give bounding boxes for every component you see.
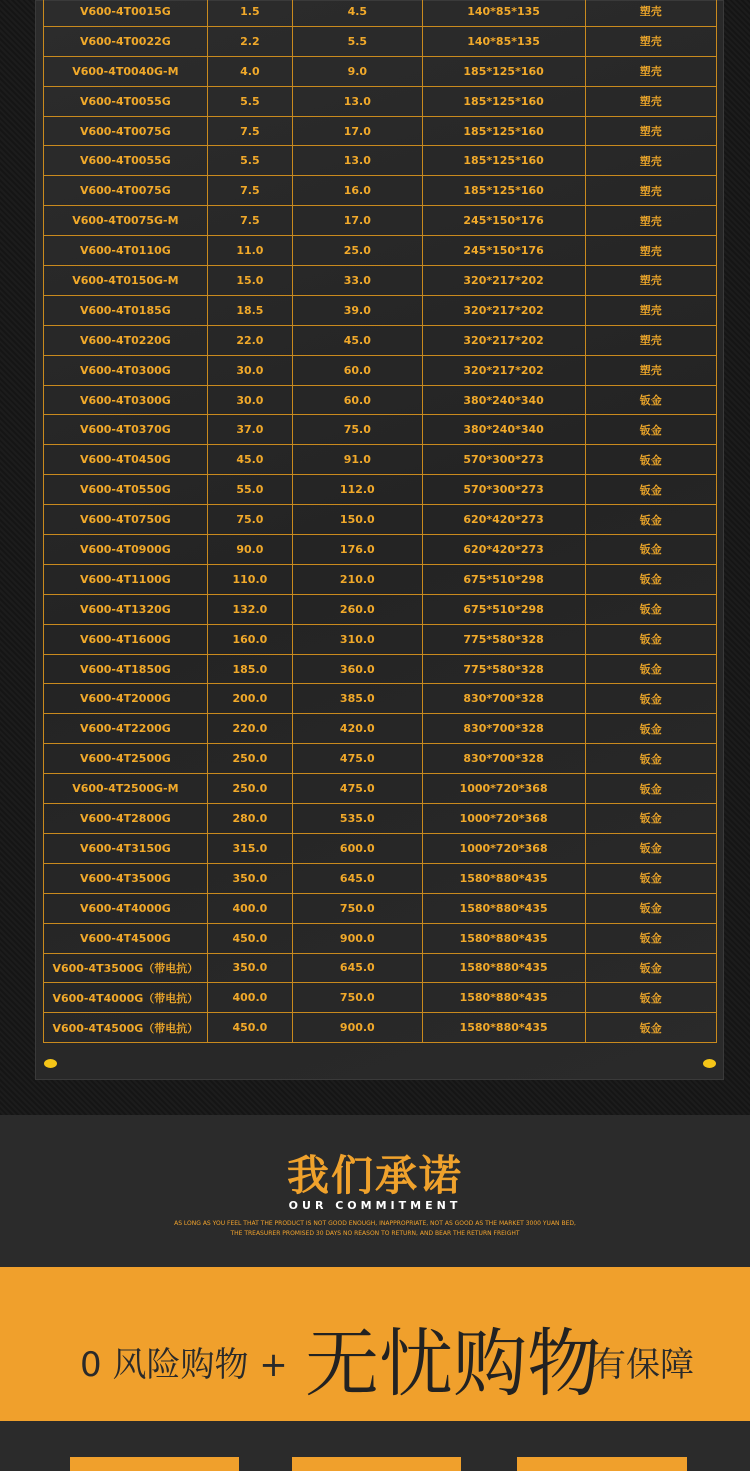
cell-model: V600-4T2200G (44, 714, 208, 744)
cell-size: 830*700*328 (422, 684, 585, 714)
cell-size: 185*125*160 (422, 56, 585, 86)
cell-size: 185*125*160 (422, 146, 585, 176)
table-row (44, 475, 717, 505)
cell-housing: 钣金 (585, 983, 716, 1013)
table-row (44, 594, 717, 624)
cell-power: 4.0 (207, 56, 292, 86)
cell-size: 620*420*273 (422, 505, 585, 535)
cell-size: 140*85*135 (422, 0, 585, 26)
cell-size: 1580*880*435 (422, 983, 585, 1013)
table-row (44, 654, 717, 684)
table-row (44, 176, 717, 206)
cell-size: 775*580*328 (422, 654, 585, 684)
banner-big-text: 无忧购物 (305, 1321, 601, 1407)
cell-housing: 塑壳 (585, 236, 716, 266)
cell-power: 400.0 (207, 983, 292, 1013)
cell-current: 60.0 (293, 355, 423, 385)
cell-housing: 塑壳 (585, 146, 716, 176)
cell-current: 176.0 (293, 535, 423, 565)
cell-size: 1580*880*435 (422, 923, 585, 953)
cell-housing: 塑壳 (585, 325, 716, 355)
cell-current: 45.0 (293, 325, 423, 355)
table-row (44, 26, 717, 56)
cell-power: 7.5 (207, 116, 292, 146)
cell-model: V600-4T2500G-M (44, 774, 208, 804)
cell-power: 90.0 (207, 535, 292, 565)
cell-size: 775*580*328 (422, 624, 585, 654)
table-row (44, 804, 717, 834)
table-row (44, 116, 717, 146)
cell-model: V600-4T0220G (44, 325, 208, 355)
cell-power: 22.0 (207, 325, 292, 355)
cell-housing: 塑壳 (585, 295, 716, 325)
cell-size: 1580*880*435 (422, 863, 585, 893)
cell-size: 830*700*328 (422, 744, 585, 774)
cell-current: 750.0 (293, 983, 423, 1013)
cell-current: 385.0 (293, 684, 423, 714)
table-row (44, 744, 717, 774)
cell-current: 4.5 (293, 0, 423, 26)
cell-model: V600-4T1320G (44, 594, 208, 624)
cell-power: 185.0 (207, 654, 292, 684)
promise-card-2 (292, 1457, 461, 1471)
cell-power: 30.0 (207, 355, 292, 385)
cell-current: 420.0 (293, 714, 423, 744)
commitment-note-line2: THE TREASURER PROMISED 30 DAYS NO REASON TO RETURN, AND BEAR THE RETURN FREIGHT (230, 1230, 520, 1237)
cell-power: 15.0 (207, 266, 292, 296)
table-row (44, 714, 717, 744)
cell-power: 220.0 (207, 714, 292, 744)
table-row (44, 325, 717, 355)
cell-model: V600-4T4000G（带电抗） (44, 983, 208, 1013)
cell-size: 1580*880*435 (422, 893, 585, 923)
banner-left-text: 0 风险购物 + (80, 1345, 288, 1385)
table-row (44, 385, 717, 415)
cell-size: 320*217*202 (422, 355, 585, 385)
cell-power: 280.0 (207, 804, 292, 834)
cell-current: 17.0 (293, 116, 423, 146)
cell-power: 7.5 (207, 176, 292, 206)
cell-model: V600-4T0300G (44, 385, 208, 415)
cell-housing: 钣金 (585, 1013, 716, 1043)
cell-power: 400.0 (207, 893, 292, 923)
cell-model: V600-4T3150G (44, 833, 208, 863)
cell-power: 11.0 (207, 236, 292, 266)
cell-size: 1000*720*368 (422, 833, 585, 863)
cell-power: 250.0 (207, 774, 292, 804)
table-row (44, 564, 717, 594)
cell-model: V600-4T4500G (44, 923, 208, 953)
cell-model: V600-4T0055G (44, 86, 208, 116)
cell-size: 570*300*273 (422, 445, 585, 475)
cell-current: 210.0 (293, 564, 423, 594)
cell-power: 2.2 (207, 26, 292, 56)
table-row (44, 236, 717, 266)
panel-screw-left (44, 1059, 57, 1068)
table-row (44, 1013, 717, 1043)
cell-housing: 钣金 (585, 475, 716, 505)
cell-model: V600-4T0040G-M (44, 56, 208, 86)
cell-power: 5.5 (207, 86, 292, 116)
cell-housing: 钣金 (585, 505, 716, 535)
cell-current: 60.0 (293, 385, 423, 415)
cell-current: 5.5 (293, 26, 423, 56)
table-row (44, 445, 717, 475)
cell-current: 13.0 (293, 86, 423, 116)
cell-housing: 钣金 (585, 744, 716, 774)
cell-current: 645.0 (293, 863, 423, 893)
table-row (44, 893, 717, 923)
cell-power: 450.0 (207, 923, 292, 953)
cell-current: 475.0 (293, 774, 423, 804)
cell-model: V600-4T1850G (44, 654, 208, 684)
guarantee-banner (0, 1267, 750, 1421)
cell-model: V600-4T0750G (44, 505, 208, 535)
cell-housing: 钣金 (585, 804, 716, 834)
cell-housing: 钣金 (585, 654, 716, 684)
cell-model: V600-4T0022G (44, 26, 208, 56)
cell-model: V600-4T0300G (44, 355, 208, 385)
cell-current: 360.0 (293, 654, 423, 684)
panel-screw-right (703, 1059, 716, 1068)
table-row (44, 146, 717, 176)
cell-model: V600-4T1600G (44, 624, 208, 654)
cell-power: 350.0 (207, 863, 292, 893)
cell-housing: 塑壳 (585, 116, 716, 146)
cell-housing: 钣金 (585, 564, 716, 594)
cell-current: 16.0 (293, 176, 423, 206)
cell-current: 600.0 (293, 833, 423, 863)
cell-housing: 钣金 (585, 774, 716, 804)
cell-housing: 钣金 (585, 445, 716, 475)
cell-housing: 塑壳 (585, 206, 716, 236)
cell-current: 310.0 (293, 624, 423, 654)
table-row (44, 624, 717, 654)
cell-model: V600-4T1100G (44, 564, 208, 594)
cell-size: 320*217*202 (422, 295, 585, 325)
cell-housing: 钣金 (585, 863, 716, 893)
cell-power: 160.0 (207, 624, 292, 654)
commitment-title: 我们承诺 (286, 1151, 463, 1200)
cell-power: 250.0 (207, 744, 292, 774)
cell-power: 37.0 (207, 415, 292, 445)
cell-housing: 钣金 (585, 594, 716, 624)
table-row (44, 355, 717, 385)
cell-model: V600-4T0110G (44, 236, 208, 266)
cell-model: V600-4T0075G (44, 176, 208, 206)
cell-model: V600-4T4500G（带电抗） (44, 1013, 208, 1043)
cell-model: V600-4T4000G (44, 893, 208, 923)
cell-housing: 钣金 (585, 953, 716, 983)
cell-model: V600-4T2800G (44, 804, 208, 834)
cell-power: 200.0 (207, 684, 292, 714)
cell-current: 17.0 (293, 206, 423, 236)
cell-model: V600-4T3500G（带电抗） (44, 953, 208, 983)
cell-size: 570*300*273 (422, 475, 585, 505)
cell-power: 18.5 (207, 295, 292, 325)
cell-current: 260.0 (293, 594, 423, 624)
cell-model: V600-4T0075G-M (44, 206, 208, 236)
cell-power: 5.5 (207, 146, 292, 176)
cell-size: 245*150*176 (422, 206, 585, 236)
cell-size: 140*85*135 (422, 26, 585, 56)
cell-size: 185*125*160 (422, 176, 585, 206)
cell-current: 475.0 (293, 744, 423, 774)
cell-size: 320*217*202 (422, 266, 585, 296)
cell-power: 450.0 (207, 1013, 292, 1043)
cell-model: V600-4T2000G (44, 684, 208, 714)
cell-model: V600-4T0550G (44, 475, 208, 505)
cell-housing: 钣金 (585, 714, 716, 744)
cell-model: V600-4T3500G (44, 863, 208, 893)
cell-size: 1580*880*435 (422, 1013, 585, 1043)
cell-power: 110.0 (207, 564, 292, 594)
cell-current: 750.0 (293, 893, 423, 923)
cell-power: 7.5 (207, 206, 292, 236)
cell-size: 380*240*340 (422, 385, 585, 415)
cell-housing: 钣金 (585, 415, 716, 445)
cell-current: 535.0 (293, 804, 423, 834)
table-row (44, 953, 717, 983)
commitment-note-line1: AS LONG AS YOU FEEL THAT THE PRODUCT IS NOT GOOD ENOUGH, INAPPROPRIATE, NOT AS GOOD AS THE MARKET 3000 YUAN BED, (174, 1220, 576, 1227)
cell-size: 380*240*340 (422, 415, 585, 445)
table-row (44, 923, 717, 953)
promise-card-3 (517, 1457, 687, 1471)
cell-size: 1000*720*368 (422, 804, 585, 834)
cell-size: 1580*880*435 (422, 953, 585, 983)
cell-housing: 钣金 (585, 684, 716, 714)
cell-housing: 塑壳 (585, 0, 716, 26)
cell-current: 25.0 (293, 236, 423, 266)
cell-current: 9.0 (293, 56, 423, 86)
cell-current: 900.0 (293, 923, 423, 953)
table-row (44, 833, 717, 863)
cell-housing: 塑壳 (585, 56, 716, 86)
cell-size: 245*150*176 (422, 236, 585, 266)
cell-power: 45.0 (207, 445, 292, 475)
cell-housing: 钣金 (585, 923, 716, 953)
cell-housing: 塑壳 (585, 176, 716, 206)
cell-power: 55.0 (207, 475, 292, 505)
cell-power: 75.0 (207, 505, 292, 535)
cell-current: 900.0 (293, 1013, 423, 1043)
cell-current: 39.0 (293, 295, 423, 325)
table-row (44, 0, 717, 26)
table-row (44, 983, 717, 1013)
cell-housing: 塑壳 (585, 26, 716, 56)
table-row (44, 535, 717, 565)
cell-size: 185*125*160 (422, 86, 585, 116)
cell-power: 315.0 (207, 833, 292, 863)
cell-model: V600-4T2500G (44, 744, 208, 774)
cell-model: V600-4T0075G (44, 116, 208, 146)
table-row (44, 774, 717, 804)
cell-model: V600-4T0370G (44, 415, 208, 445)
cell-model: V600-4T0055G (44, 146, 208, 176)
cell-housing: 钣金 (585, 833, 716, 863)
table-row (44, 266, 717, 296)
cell-model: V600-4T0900G (44, 535, 208, 565)
commitment-section (0, 1115, 750, 1267)
cell-model: V600-4T0015G (44, 0, 208, 26)
cell-size: 620*420*273 (422, 535, 585, 565)
cell-size: 675*510*298 (422, 594, 585, 624)
cell-model: V600-4T0450G (44, 445, 208, 475)
cell-current: 91.0 (293, 445, 423, 475)
cell-current: 112.0 (293, 475, 423, 505)
commitment-note (0, 1219, 750, 1239)
cell-model: V600-4T0150G-M (44, 266, 208, 296)
cell-housing: 钣金 (585, 385, 716, 415)
table-row (44, 206, 717, 236)
cell-power: 1.5 (207, 0, 292, 26)
cell-size: 185*125*160 (422, 116, 585, 146)
cell-power: 132.0 (207, 594, 292, 624)
cell-model: V600-4T0185G (44, 295, 208, 325)
cell-housing: 钣金 (585, 535, 716, 565)
cell-housing: 塑壳 (585, 355, 716, 385)
cell-power: 350.0 (207, 953, 292, 983)
cell-current: 150.0 (293, 505, 423, 535)
cell-housing: 塑壳 (585, 86, 716, 116)
banner-right-text: 有保障 (592, 1345, 694, 1385)
table-row (44, 505, 717, 535)
cell-housing: 塑壳 (585, 266, 716, 296)
table-row (44, 684, 717, 714)
cell-size: 320*217*202 (422, 325, 585, 355)
cell-power: 30.0 (207, 385, 292, 415)
cell-size: 675*510*298 (422, 564, 585, 594)
table-row (44, 863, 717, 893)
spec-table (43, 0, 717, 1043)
cell-size: 830*700*328 (422, 714, 585, 744)
table-row (44, 415, 717, 445)
promise-card-1 (70, 1457, 239, 1471)
commitment-subtitle: OUR COMMITMENT (288, 1199, 462, 1212)
cell-current: 13.0 (293, 146, 423, 176)
table-row (44, 56, 717, 86)
cell-size: 1000*720*368 (422, 774, 585, 804)
cell-housing: 钣金 (585, 893, 716, 923)
cell-current: 75.0 (293, 415, 423, 445)
cell-current: 645.0 (293, 953, 423, 983)
cell-housing: 钣金 (585, 624, 716, 654)
table-row (44, 295, 717, 325)
bottom-section (0, 1421, 750, 1471)
table-row (44, 86, 717, 116)
cell-current: 33.0 (293, 266, 423, 296)
